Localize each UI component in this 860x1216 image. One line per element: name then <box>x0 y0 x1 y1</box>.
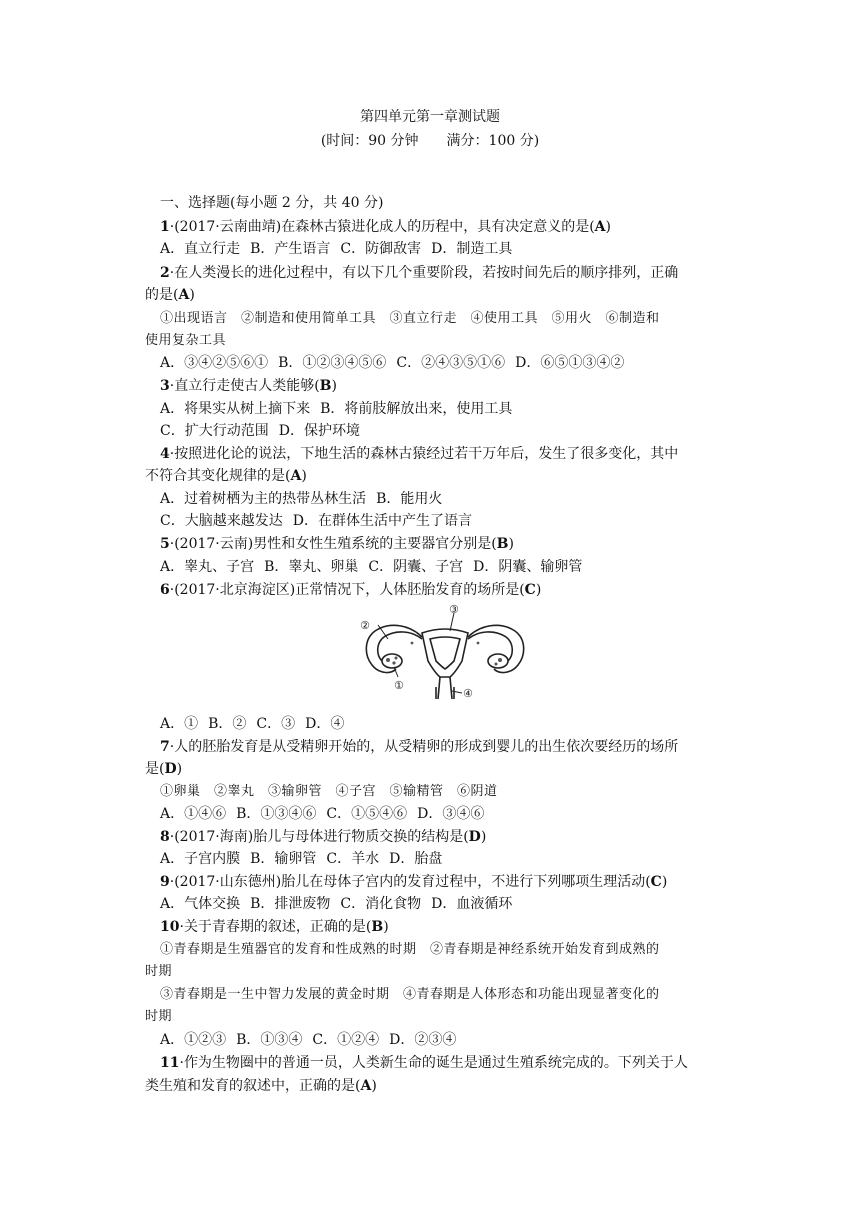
answer: D <box>164 761 177 777</box>
option: C．羊水 <box>326 851 380 867</box>
answer: A <box>360 1078 372 1094</box>
question-1: 1·(2017·云南曲靖)在森林古猿进化成人的历程中，具有决定意义的是(A) <box>160 219 612 235</box>
question-9-options <box>160 893 735 915</box>
option: C．大脑越来越发达 <box>160 513 283 529</box>
option: D．④ <box>305 716 345 732</box>
option: A．直立行走 <box>160 241 241 257</box>
question-7-items: ①卵巢 ②睾丸 ③输卵管 ④子宫 ⑤输精管 ⑥阴道 <box>160 784 498 799</box>
option: A．子宫内膜 <box>160 851 241 867</box>
option: B．能用火 <box>376 491 443 507</box>
page-subtitle: (时间：90 分钟 满分：100 分) <box>320 133 540 149</box>
option: C．①②④ <box>312 1032 380 1048</box>
option: A．①④⑥ <box>160 806 227 822</box>
option: C．扩大行动范围 <box>160 423 269 439</box>
option: D．在群体生活中产生了语言 <box>292 513 472 529</box>
question-6-options <box>160 713 735 735</box>
question-4-options-2 <box>160 510 735 532</box>
option: B．产生语言 <box>250 241 331 257</box>
option: C．②④③⑤①⑥ <box>396 355 506 371</box>
option: A．③④②⑤⑥① <box>160 355 269 371</box>
question-7-options <box>160 803 735 825</box>
question-2-items-cont: 使用复杂工具 <box>145 333 227 348</box>
option: C．防御敌害 <box>340 241 422 257</box>
question-4: 4·按照进化论的说法，下地生活的森林古猿经过若干万年后，发生了很多变化，其中 <box>160 446 679 462</box>
section-heading: 一、选择题(每小题 2 分，共 40 分) <box>160 195 384 211</box>
question-10-items-3: ③青春期是一生中智力发展的黄金时期 ④青春期是人体形态和功能出现显著变化的 <box>160 987 660 1002</box>
label-2: ② <box>360 619 370 632</box>
option: A．气体交换 <box>160 896 241 912</box>
question-3: 3·直立行走使古人类能够(B) <box>160 378 337 394</box>
option: D．②③④ <box>389 1032 457 1048</box>
option: C．消化食物 <box>340 896 422 912</box>
question-11: 11·作为生物圈中的普通一员，人类新生命的诞生是通过生殖系统完成的。下列关于人 <box>160 1055 688 1071</box>
question-10-items-2: 时期 <box>145 964 173 979</box>
option: D．阴囊、输卵管 <box>473 559 583 575</box>
option: A．① <box>160 716 199 732</box>
uterus-diagram <box>350 603 540 703</box>
option: A．将果实从树上摘下来 <box>160 401 311 417</box>
question-10-items-4: 时期 <box>145 1009 173 1024</box>
label-3: ③ <box>449 603 459 616</box>
question-2: 2·在人类漫长的进化过程中，有以下几个重要阶段，若按时间先后的顺序排列，正确 <box>160 265 679 281</box>
option: C．阴囊、子宫 <box>368 559 464 575</box>
option: B．①②③④⑤⑥ <box>278 355 387 371</box>
question-8: 8·(2017·海南)胎儿与母体进行物质交换的结构是(D) <box>160 829 487 845</box>
option: C．①⑤④⑥ <box>326 806 408 822</box>
question-5-options <box>160 556 735 578</box>
question-3-options <box>160 398 735 420</box>
question-4-options <box>160 488 735 510</box>
question-6: 6·(2017·北京海淀区)正常情况下，人体胚胎发育的场所是(C) <box>160 582 542 598</box>
question-7-cont: 是(D) <box>145 761 183 777</box>
option: A．过着树栖为主的热带丛林生活 <box>160 491 367 507</box>
option: D．胎盘 <box>389 851 443 867</box>
label-4: ④ <box>463 687 473 700</box>
answer: A <box>594 219 606 235</box>
question-8-options <box>160 848 735 870</box>
option: D．制造工具 <box>431 241 513 257</box>
option: B．睾丸、卵巢 <box>264 559 359 575</box>
question-2-items: ①出现语言 ②制造和使用简单工具 ③直立行走 ④使用工具 ⑤用火 ⑥制造和 <box>160 311 660 326</box>
option: A．①②③ <box>160 1032 227 1048</box>
option: B．①③④ <box>236 1032 303 1048</box>
question-7: 7·人的胚胎发育是从受精卵开始的，从受精卵的形成到婴儿的出生依次要经历的场所 <box>160 739 679 755</box>
option: D．血液循环 <box>431 896 513 912</box>
question-2-options <box>160 352 735 374</box>
question-3-options-2 <box>160 420 735 442</box>
option: A．睾丸、子宫 <box>160 559 255 575</box>
answer: C <box>650 874 662 890</box>
answer: A <box>178 287 190 303</box>
answer: C <box>524 582 536 598</box>
option: B．①③④⑥ <box>236 806 317 822</box>
question-10-items-1: ①青春期是生殖器官的发育和性成熟的时期 ②青春期是神经系统开始发育到成熟的 <box>160 942 660 957</box>
question-5: 5·(2017·云南)男性和女性生殖系统的主要器官分别是(B) <box>160 536 514 552</box>
question-1-options <box>160 238 735 260</box>
answer: B <box>371 919 384 935</box>
option: B．排泄废物 <box>250 896 331 912</box>
question-2-cont: 的是(A) <box>145 287 195 303</box>
option: D．保护环境 <box>278 423 360 439</box>
answer: D <box>468 829 481 845</box>
answer: A <box>290 468 302 484</box>
page-title: 第四单元第一章测试题 <box>360 109 500 125</box>
question-10: 10·关于青春期的叙述，正确的是(B) <box>160 919 389 935</box>
label-1: ① <box>394 679 404 692</box>
option: D．③④⑥ <box>417 806 485 822</box>
option: D．⑥⑤①③④② <box>515 355 625 371</box>
option: B．将前肢解放出来，使用工具 <box>320 401 513 417</box>
question-4-cont: 不符合其变化规律的是(A) <box>145 468 307 484</box>
option: B．输卵管 <box>250 851 317 867</box>
option: C．③ <box>256 716 296 732</box>
answer: B <box>319 378 332 394</box>
question-11-cont: 类生殖和发育的叙述中，正确的是(A) <box>145 1078 377 1094</box>
question-9: 9·(2017·山东德州)胎儿在母体子宫内的发育过程中，不进行下列哪项生理活动(C) <box>160 874 668 890</box>
option: B．② <box>208 716 247 732</box>
question-10-options <box>160 1029 735 1051</box>
answer: B <box>496 536 509 552</box>
